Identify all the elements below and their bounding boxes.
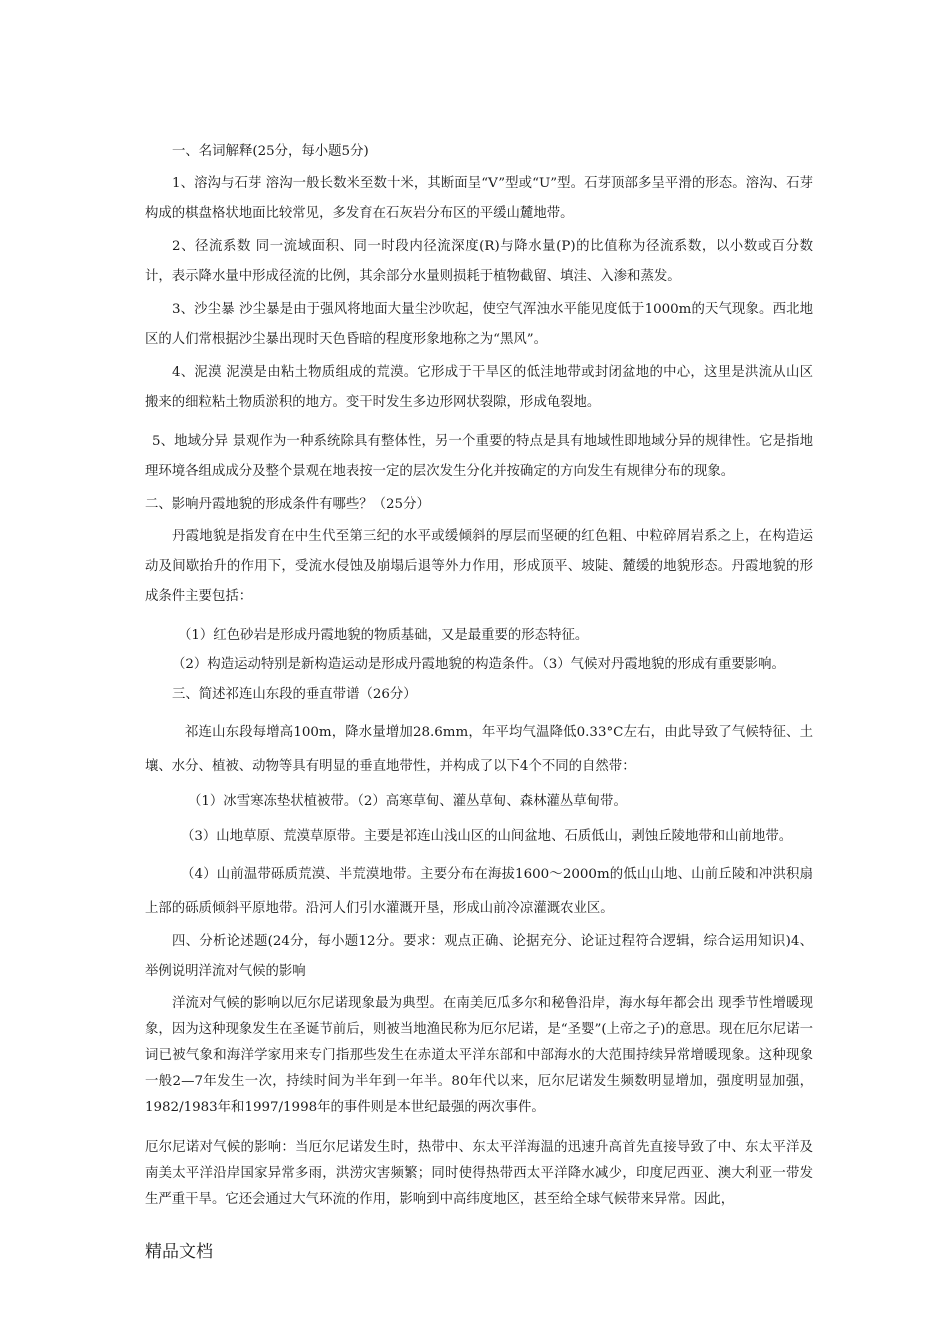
section2-heading: 二、影响丹霞地貌的形成条件有哪些？（25分） xyxy=(145,497,430,512)
term-5: 5、地域分异 景观作为一种系统除具有整体性，另一个重要的特点是具有地域性即地域分异的规律性。它是指地理环境各组成成分及整个景观在地表按一定的层次发生分化并按确定的方向发生有规律分布的现象。 xyxy=(145,434,813,479)
term-1: 1、溶沟与石芽 溶沟一般长数米至数十米，其断面呈“V”型或“U”型。石芽顶部多呈平滑的形态。溶沟、石芽构成的棋盘格状地面比较常见，多发育在石灰岩分布区的平缓山麓地带。 xyxy=(145,176,813,221)
section2-intro: 丹霞地貌是指发育在中生代至第三纪的水平或缓倾斜的厚层而坚硬的红色粗、中粒碎屑岩系之上，在构造运动及间歇抬升的作用下，受流水侵蚀及崩塌后退等外力作用，形成顶平、坡陡、麓缓的地貌形态。丹霞地貌的形成条件主要包括： xyxy=(145,529,813,604)
section3-zone-1-2: （1）冰雪寒冻垫状植被带。（2）高寒草甸、灌丛草甸、森林灌丛草甸带。 xyxy=(188,794,627,809)
section2-point-1: （1）红色砂岩是形成丹霞地貌的物质基础，又是最重要的形态特征。 xyxy=(178,628,589,643)
section3-zone-4: （4）山前温带砾质荒漠、半荒漠地带。主要分布在海拔1600～2000m的低山山地、山前丘陵和冲洪积扇上部的砾质倾斜平原地带。沿河人们引水灌溉开垦，形成山前冷凉灌溉农业区。 xyxy=(145,867,813,916)
term-3: 3、沙尘暴 沙尘暴是由于强风将地面大量尘沙吹起，使空气浑浊水平能见度低于1000m的天气现象。西北地区的人们常根据沙尘暴出现时天色昏暗的程度形象地称之为“黑风”。 xyxy=(145,302,813,347)
section3-intro: 祁连山东段每增高100m，降水量增加28.6mm，年平均气温降低0.33°C左右，由此导致了气候特征、土壤、水分、植被、动物等具有明显的垂直地带性，并构成了以下4个不同的自然带： xyxy=(145,725,813,774)
section3-zone-3: （3）山地草原、荒漠草原带。主要是祁连山浅山区的山间盆地、石质低山，剥蚀丘陵地带和山前地带。 xyxy=(181,829,793,844)
section4-paragraph-2: 厄尔尼诺对气候的影响：当厄尔尼诺发生时，热带中、东太平洋海温的迅速升高首先直接导致了中、东太平洋及南美太平洋沿岸国家异常多雨，洪涝灾害频繁；同时使得热带西太平洋降水减少，印度尼西亚、澳大利亚一带发生严重干旱。它还会通过大气环流的作用，影响到中高纬度地区，甚至给全球气候带来异常。因此， xyxy=(145,1140,813,1207)
section2-point-2: （2）构造运动特别是新构造运动是形成丹霞地貌的构造条件。（3）气候对丹霞地貌的形成有重要影响。 xyxy=(172,657,785,672)
section1-heading: 一、名词解释(25分，每小题5分) xyxy=(172,144,369,159)
section3-heading: 三、简述祁连山东段的垂直带谱（26分） xyxy=(172,687,417,702)
section4-heading: 四、分析论述题(24分，每小题12分。要求：观点正确、论据充分、论证过程符合逻辑，综合运用知识)4、举例说明洋流对气候的影响 xyxy=(145,934,813,979)
term-4: 4、泥漠 泥漠是由粘土物质组成的荒漠。它形成于干旱区的低洼地带或封闭盆地的中心，这里是洪流从山区搬来的细粒粘土物质淤积的地方。变干时发生多边形网状裂隙，形成龟裂地。 xyxy=(145,365,813,410)
term-2: 2、径流系数 同一流域面积、同一时段内径流深度(R)与降水量(P)的比值称为径流系数，以小数或百分数计，表示降水量中形成径流的比例，其余部分水量则损耗于植物截留、填洼、入渗和蒸发。 xyxy=(145,239,813,284)
section4-paragraph-1: 洋流对气候的影响以厄尔尼诺现象最为典型。在南美厄瓜多尔和秘鲁沿岸，海水每年都会出 现季节性增暖现象，因为这种现象发生在圣诞节前后，则被当地渔民称为厄尔尼诺，是“圣婴”(上帝之子)的意思。现在厄尔尼诺一词已被气象和海洋学家用来专门指那些发生在赤道太平洋东部和中部海水的大范围持续异常增暖现象。这种现象一般2—7年发生一次，持续时间为半年到一年半。80年代以来，厄尔尼诺发生频数明显增加，强度明显加强，1982/1983年和1997/1998年的事件则是本世纪最强的两次事件。 xyxy=(145,996,813,1115)
footer-label: 精品文档 xyxy=(145,1242,213,1262)
